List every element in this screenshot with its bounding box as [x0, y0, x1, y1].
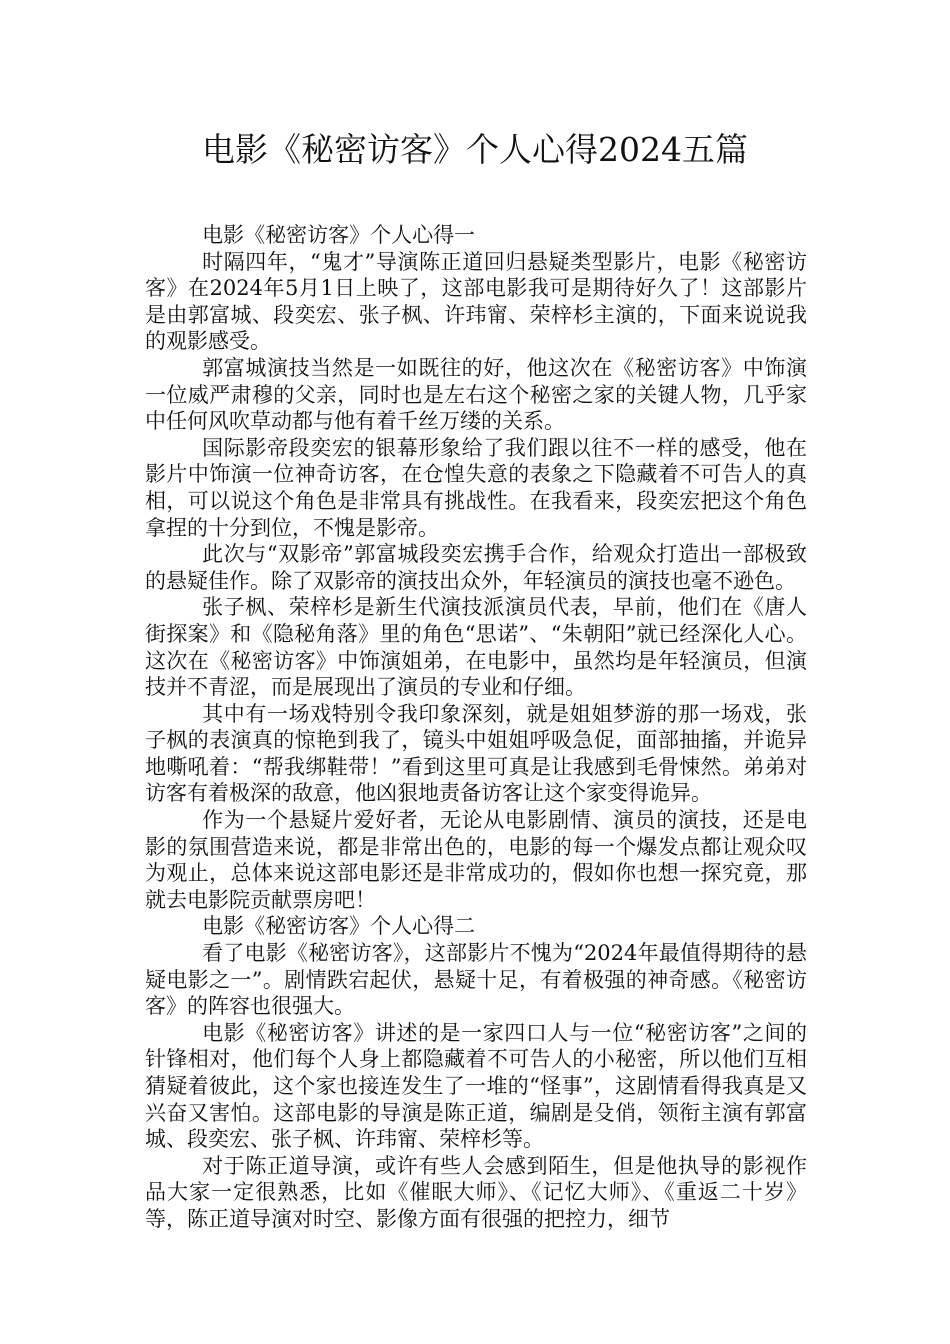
paragraph: 电影《秘密访客》讲述的是一家四口人与一位“秘密访客”之间的针锋相对，他们每个人身上都隐藏着不可告人的小秘密，所以他们互相猜疑着彼此，这个家也接连发生了一堆的“怪事”，这剧情看得我真是又兴奋又害怕。这部电影的导演是陈正道，编剧是殳俏，领衔主演有郭富城、段奕宏、张子枫、许玮甯、荣梓杉等。: [145, 1020, 807, 1152]
section-heading: 电影《秘密访客》个人心得二: [202, 914, 476, 939]
paragraph: 作为一个悬疑片爱好者，无论从电影剧情、演员的演技，还是电影的氛围营造来说，都是非常出色的，电影的每一个爆发点都让观众叹为观止，总体来说这部电影还是非常成功的，假如你也想一探究竟，那就去电影院贡献票房吧！: [145, 808, 807, 912]
paragraph: 国际影帝段奕宏的银幕形象给了我们跟以往不一样的感受，他在影片中饰演一位神奇访客，在仓惶失意的表象之下隐藏着不可告人的真相，可以说这个角色是非常具有挑战性。在我看来，段奕宏把这个角色拿捏的十分到位，不愧是影帝。: [145, 435, 807, 540]
paragraph: 对于陈正道导演，或许有些人会感到陌生，但是他执导的影视作品大家一定很熟悉，比如《催眠大师》、《记忆大师》、《重返二十岁》等，陈正道导演对时空、影像方面有很强的把控力，细节: [145, 1153, 807, 1231]
document-title: 电影《秘密访客》个人心得2024五篇: [202, 130, 748, 169]
paragraph: 郭富城演技当然是一如既往的好，他这次在《秘密访客》中饰演一位威严肃穆的父亲，同时也是左右这个秘密之家的关键人物，几乎家中任何风吹草动都与他有着千丝万缕的关系。: [145, 355, 807, 434]
document-body: [145, 222, 807, 1233]
section-heading: 电影《秘密访客》个人心得一: [202, 223, 476, 247]
paragraph: 张子枫、荣梓杉是新生代演技派演员代表，早前，他们在《唐人街探案》和《隐秘角落》里的角色“思诺”、“朱朝阳”就已经深化人心。这次在《秘密访客》中饰演姐弟，在电影中，虽然均是年轻演员，但演技并不青涩，而是展现出了演员的专业和仔细。: [145, 595, 807, 700]
paragraph: 此次与“双影帝”郭富城段奕宏携手合作，给观众打造出一部极致的悬疑佳作。除了双影帝的演技出众外，年轻演员的演技也毫不逊色。: [145, 542, 807, 593]
paragraph: 看了电影《秘密访客》，这部影片不愧为“2024年最值得期待的悬疑电影之一”。剧情跌宕起伏，悬疑十足，有着极强的神奇感。《秘密访客》的阵容也很强大。: [145, 941, 807, 1019]
paragraph: 其中有一场戏特别令我印象深刻，就是姐姐梦游的那一场戏，张子枫的表演真的惊艳到我了，镜头中姐姐呼吸急促，面部抽搐，并诡异地嘶吼着：“帮我绑鞋带！”看到这里可真是让我感到毛骨悚然。弟弟对访客有着极深的敌意，他凶狠地责备访客让这个家变得诡异。: [145, 701, 807, 806]
paragraph: 时隔四年，“鬼才”导演陈正道回归悬疑类型影片，电影《秘密访客》在2024年5月1日上映了，这部电影我可是期待好久了！这部影片是由郭富城、段奕宏、张子枫、许玮甯、荣梓杉主演的，下面来说说我的观影感受。: [145, 249, 807, 354]
